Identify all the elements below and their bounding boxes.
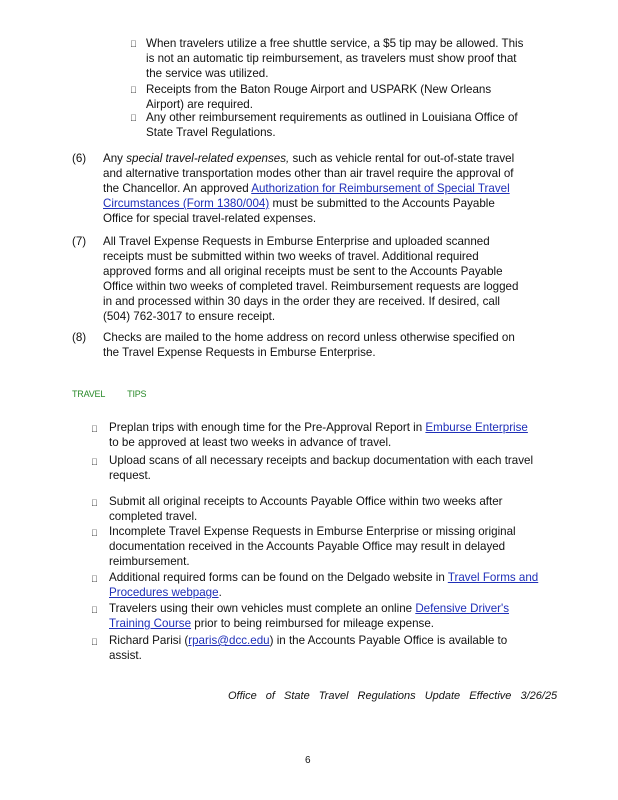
list-item: Receipts from the Baton Rouge Airport and USPARK (New Orleans Airport) are required. — [146, 83, 492, 111]
item-text: Checks are mailed to the home address on record unless otherwise specified on the Travel Expense Requests in Emburse Enterprise. — [103, 331, 515, 359]
travel-tips-heading: TRAVEL TIPS — [72, 389, 147, 399]
form-1380-link[interactable]: Authorization for Reimbursement of Special Travel — [251, 182, 510, 195]
item-number: (8) — [72, 331, 87, 344]
bullet-icon — [91, 496, 98, 511]
list-item: Additional required forms can be found on the Delgado website in Travel Forms and Procedures webpage. — [109, 571, 539, 599]
item-number: (6) — [72, 152, 87, 165]
defensive-driver-link-cont[interactable]: Training Course — [109, 617, 192, 630]
email-link[interactable]: rparis@dcc.edu — [188, 634, 270, 647]
bullet-icon — [91, 526, 98, 541]
bullet-icon — [91, 455, 98, 470]
bullet-icon — [130, 111, 137, 126]
list-item: Any other reimbursement requirements as outlined in Louisiana Office of State Travel Regulations. — [146, 111, 518, 139]
list-item: When travelers utilize a free shuttle service, a $5 tip may be allowed. This is not an automatic tip reimbursement, as travelers must show proof that the service was utilized. — [146, 37, 524, 80]
form-1380-link-cont[interactable]: Circumstances (Form 1380/004) — [103, 197, 270, 210]
footer-note: Office of State Travel Regulations Update Effective 3/26/25 — [228, 690, 558, 702]
bullet-icon — [91, 635, 98, 650]
emburse-enterprise-link[interactable]: Emburse Enterprise — [425, 421, 528, 434]
bullet-icon — [130, 83, 137, 98]
bullet-icon — [91, 422, 98, 437]
list-item: Incomplete Travel Expense Requests in Emburse Enterprise or missing original documentation received in the Accounts Payable Office may result in delayed reimbursement. — [109, 525, 516, 568]
list-item: Upload scans of all necessary receipts and backup documentation with each travel request. — [109, 454, 534, 482]
list-item: Submit all original receipts to Accounts Payable Office within two weeks after completed travel. — [109, 495, 503, 523]
list-item: Preplan trips with enough time for the Pre-Approval Report in Emburse Enterprise to be approved at least two weeks in advance of travel. — [109, 421, 528, 449]
defensive-driver-link[interactable]: Defensive Driver's — [415, 602, 510, 615]
bullet-icon — [130, 37, 137, 52]
travel-forms-link-cont[interactable]: Procedures webpage — [109, 586, 219, 599]
bullet-icon — [91, 603, 98, 618]
page-number: 6 — [305, 755, 311, 766]
bullet-icon — [91, 572, 98, 587]
list-item: Travelers using their own vehicles must complete an online Defensive Driver's Training Course prior to being reimbursed for mileage expense. — [109, 602, 510, 630]
travel-forms-link[interactable]: Travel Forms and — [447, 571, 539, 584]
item-text: Any special travel-related expenses, such as vehicle rental for out-of-state travel and alternative transportation modes other than air travel require the approval of the Chancellor. An approved Authorization for Reimbursement of Special Travel Circumstances (Form 1380/004) must be submitted to the Accounts Payable Office for special travel-related expenses. — [103, 152, 515, 225]
item-text: All Travel Expense Requests in Emburse Enterprise and uploaded scanned receipts must be submitted within two weeks of travel. Additional required approved forms and all original receipts must be sent to the Accounts Payable Office within two weeks of completed travel. Reimbursement requests are logged in and processed within 30 days in the order they are received. If desired, call (504) 762-3017 to ensure receipt. — [103, 235, 519, 323]
list-item: Richard Parisi (rparis@dcc.edu) in the Accounts Payable Office is available to assist. — [109, 634, 508, 662]
item-number: (7) — [72, 235, 87, 248]
